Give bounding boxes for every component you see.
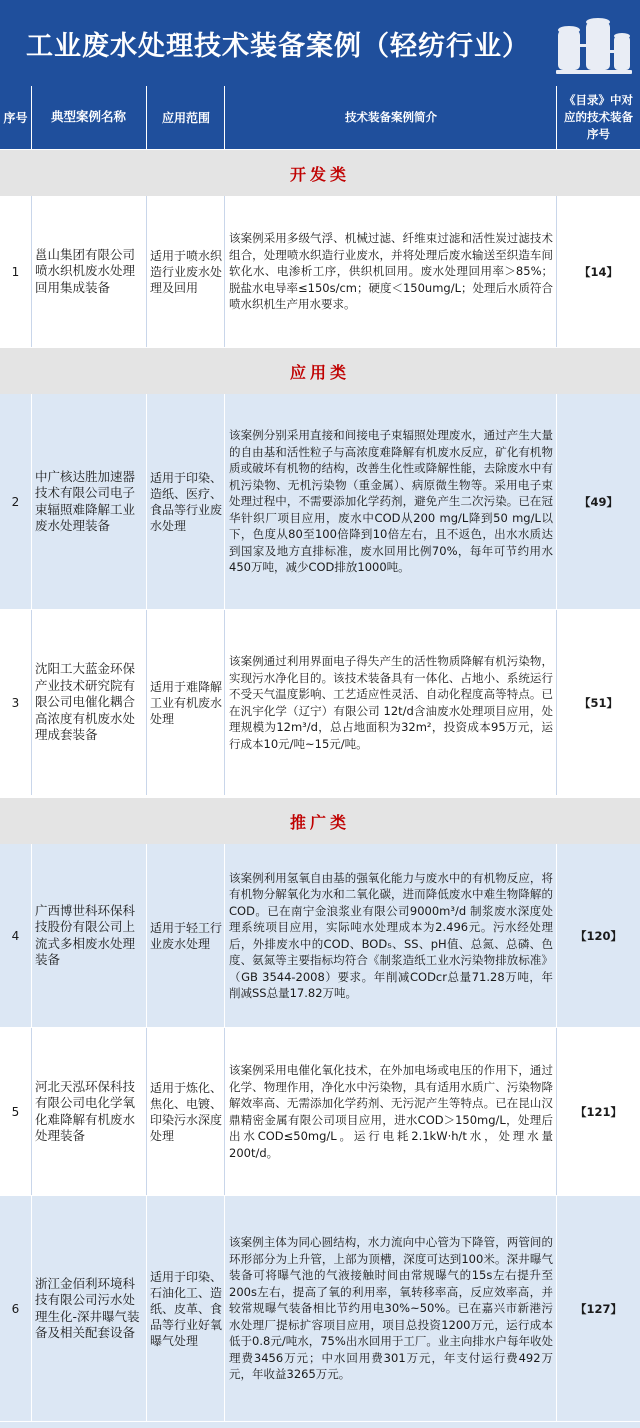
row-scope: 适用于轻工行业废水处理 bbox=[147, 844, 225, 1027]
row-name: 沈阳工大蓝金环保产业技术研究院有限公司电催化耦合高浓度有机废水处理成套装备 bbox=[32, 610, 147, 795]
row-intro: 该案例采用多级气浮、机械过滤、纤维束过滤和活性炭过滤技术组合，处理喷水织造行业废水，并将处理后废水输送至织造车间软化水、电渗析工序，供织机回用。废水处理回用率＞85%；脱盐水电导率≤150s/cm；硬度＜150umg/L；处理后水质符合喷水织机生产用水要求。 bbox=[225, 196, 557, 347]
table-row bbox=[0, 196, 640, 348]
table-row bbox=[0, 1028, 640, 1196]
header-name: 典型案例名称 bbox=[32, 86, 147, 149]
row-intro: 该案例采用电催化氧化技术，在外加电场或电压的作用下，通过化学、物理作用，净化水中污染物，具有适用水质广、污染物降解效率高、无需添加化学药剂、无污泥产生等特点。已在昆山汉鼎精密金属有限公司项目应用，进水COD＞150mg/L，处理后出水COD≤50mg/L。运行电耗2.1kW·h/t水，处理水量200t/d。 bbox=[225, 1028, 557, 1195]
page-title: 工业废水处理技术装备案例（轻纺行业） bbox=[26, 31, 530, 62]
row-no: 4 bbox=[0, 844, 32, 1027]
row-scope: 适用于难降解工业有机废水处理 bbox=[147, 610, 225, 795]
row-intro: 该案例利用氢氧自由基的强氧化能力与废水中的有机物反应，将有机物分解氧化为水和二氧化碳，进而降低废水中难生物降解的COD。已在南宁金浪浆业有限公司9000m³/d 制浆废水深度处理系统项目应用，实际吨水处理成本为2.496元。污水经处理后，外排废水中的COD、BOD₅、SS、pH值、总氮、总磷、色度、氨氮等主要指标均符合《制浆造纸工业水污染物排放标准》（GB 3544-2008）要求。年削减CODcr总量71.28万吨，年削减SS总量17.82万吨。 bbox=[225, 844, 557, 1027]
table-row bbox=[0, 394, 640, 610]
row-intro: 该案例分别采用直接和间接电子束辐照处理废水，通过产生大量的自由基和活性粒子与高浓度难降解有机废水反应，矿化有机物质或破坏有机物的结构，改善生化性或降解性能，去除废水中有机污染物、无机污染物（重金属）、病原微生物等。采用电子束处理过程中，不需要添加化学药剂，避免产生二次污染。已在冠华针织厂项目应用，废水中COD从200 mg/L降到50 mg/L以下，色度从80至100倍降到10倍左右，且不返色，出水水质达到国家及地方直排标准，废水回用比例70%，每年可节约用水450万吨，减少COD排放1000吨。 bbox=[225, 394, 557, 609]
header-no: 序号 bbox=[0, 86, 32, 149]
row-scope: 适用于喷水织造行业废水处理及回用 bbox=[147, 196, 225, 347]
row-catalog: 【120】 bbox=[574, 928, 622, 943]
row-catalog: 【14】 bbox=[578, 264, 618, 279]
water-tanks-icon bbox=[554, 4, 634, 82]
header-scope: 应用范围 bbox=[147, 86, 225, 149]
table-header bbox=[0, 86, 640, 150]
header-intro: 技术装备案例简介 bbox=[225, 86, 557, 149]
row-name: 浙江金佰利环境科技有限公司污水处理生化-深井曝气装备及相关配套设备 bbox=[32, 1196, 147, 1421]
row-no: 5 bbox=[0, 1028, 32, 1195]
row-name: 广西博世科环保科技股份有限公司上流式多相废水处理装备 bbox=[32, 844, 147, 1027]
table-row bbox=[0, 610, 640, 796]
row-name: 河北天泓环保科技有限公司电化学氧化难降解有机废水处理装备 bbox=[32, 1028, 147, 1195]
row-no: 3 bbox=[0, 610, 32, 795]
row-name: 邕山集团有限公司喷水织机废水处理回用集成装备 bbox=[32, 196, 147, 347]
row-catalog: 【49】 bbox=[578, 494, 618, 509]
title-banner bbox=[0, 0, 640, 86]
row-catalog: 【121】 bbox=[574, 1104, 622, 1119]
row-name: 中广核达胜加速器技术有限公司电子束辐照难降解工业废水处理装备 bbox=[32, 394, 147, 609]
category-promo: 推广类 bbox=[0, 798, 640, 844]
row-catalog: 【127】 bbox=[574, 1301, 622, 1316]
row-no: 6 bbox=[0, 1196, 32, 1421]
bottom-edge bbox=[0, 1422, 640, 1428]
category-app: 应用类 bbox=[0, 348, 640, 394]
row-no: 2 bbox=[0, 394, 32, 609]
row-catalog: 【51】 bbox=[578, 695, 618, 710]
header-catalog: 《目录》中对应的技术装备序号 bbox=[564, 93, 633, 141]
table-row bbox=[0, 844, 640, 1028]
row-no: 1 bbox=[0, 196, 32, 347]
category-dev: 开发类 bbox=[0, 150, 640, 196]
row-intro: 该案例主体为同心圆结构，水力流向中心管为下降管，两管间的环形部分为上升管，上部为顶槽，深度可达到100米。深井曝气装备可将曝气池的气液接触时间由常规曝气的15s左右提升至200s左右，提高了氧的利用率，氧转移率高，反应效率高，并较常规曝气装备相比节约用电30%~50%。已在嘉兴市新港污水处理厂提标扩容项目应用，项目总投资1200万元，运行成本低于0.8元/吨水，75%出水回用于工厂。业主向排水户每年收处理费3456万元；中水回用费301万元，年支付运行费492万元，年收益3265万元。 bbox=[225, 1196, 557, 1421]
row-scope: 适用于印染、石油化工、造纸、皮革、食品等行业好氧曝气处理 bbox=[147, 1196, 225, 1421]
row-scope: 适用于炼化、焦化、电镀、印染污水深度处理 bbox=[147, 1028, 225, 1195]
row-intro: 该案例通过利用界面电子得失产生的活性物质降解有机污染物，实现污水净化目的。该技术装备具有一体化、占地小、系统运行不受天气温度影响、工艺适应性灵活、自动化程度高等特点。已在汎宇化学（辽宁）有限公司 12t/d含油废水处理项目应用，处理规模为12m³/d，总占地面积为32m²，投资成本95万元，运行成本10元/吨~15元/吨。 bbox=[225, 610, 557, 795]
row-scope: 适用于印染、造纸、医疗、食品等行业废水处理 bbox=[147, 394, 225, 609]
table-row bbox=[0, 1196, 640, 1422]
